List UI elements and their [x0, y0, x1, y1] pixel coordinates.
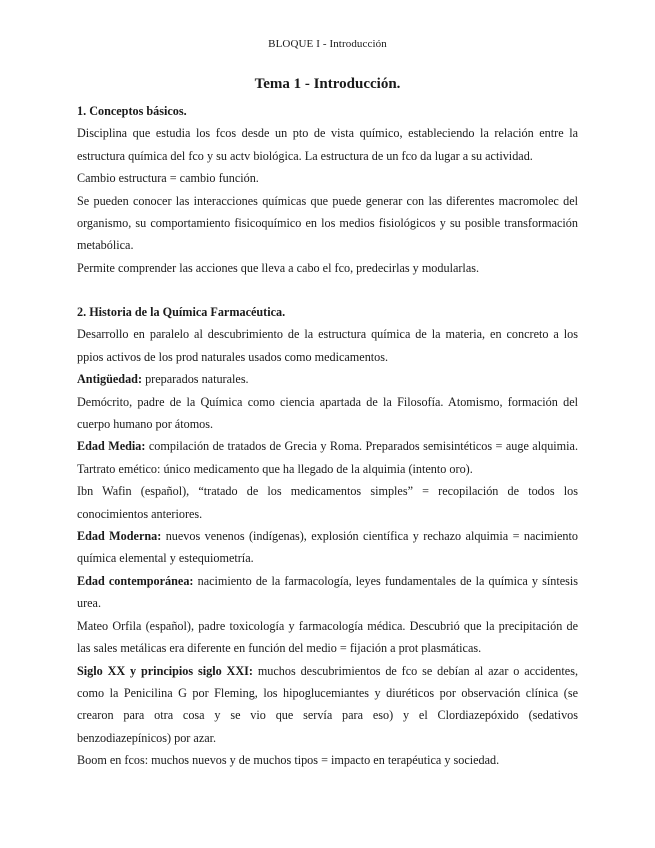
era-text: compilación de tratados de Grecia y Roma. Preparados semisintéticos = auge alquimia. Tartrato emético: único medicamento que ha llegado de la alquimia (intento oro). [77, 439, 579, 476]
paragraph: Boom en fcos: muchos nuevos y de muchos tipos = impacto en terapéutica y sociedad. [77, 753, 500, 768]
era-text: nacimiento de la farmacología, leyes fundamentales de la química y síntesis urea. [77, 573, 578, 611]
era-label: Antigüedad: [77, 372, 143, 387]
paragraph: Se pueden conocer las interacciones químicas que puede generar con las diferentes macromolec del organismo, su comportamiento fisicoquímico en los medios fisiológicos y su posible transformación metabólica. [77, 193, 578, 253]
page-title: Tema 1 - Introducción. [254, 76, 401, 92]
era-label: Edad contemporánea: [77, 573, 194, 588]
section-historia [77, 301, 578, 772]
paragraph: Permite comprender las acciones que lleva a cabo el fco, predecirlas y modularlas. [77, 260, 480, 275]
paragraph-edad-contemporanea [77, 570, 578, 615]
era-label: Edad Moderna: [77, 529, 162, 544]
era-text: preparados naturales. [142, 372, 249, 387]
paragraph: Demócrito, padre de la Química como ciencia apartada de la Filosofía. Atomismo, formación del cuerpo humano por átomos. [77, 394, 578, 432]
paragraph: Cambio estructura = cambio función. [77, 171, 259, 186]
paragraph-siglo-xx [77, 660, 578, 750]
era-label: Edad Media: [77, 439, 146, 454]
section-conceptos-basicos [77, 100, 578, 279]
paragraph: Mateo Orfila (español), padre toxicología y farmacología médica. Descubrió que la precipitación de las sales metálicas era diferente en función del medio = fijación a prot plasmáticas. [77, 618, 578, 656]
section-heading: 1. Conceptos básicos. [77, 104, 187, 118]
paragraph: Ibn Wafin (español), “tratado de los medicamentos simples” = recopilación de todos los conocimientos anteriores. [77, 484, 578, 521]
paragraph: Desarrollo en paralelo al descubrimiento de la estructura química de la materia, en concreto a los ppios activos de los prod naturales usados como medicamentos. [77, 327, 578, 364]
section-heading: 2. Historia de la Química Farmacéutica. [77, 305, 286, 319]
era-text: nuevos venenos (indígenas), explosión científica y rechazo alquimia = nacimiento química elemental y estequiometría. [77, 529, 578, 566]
page-header: BLOQUE I - Introducción [268, 38, 387, 50]
era-text: muchos descubrimientos de fco se debían al azar o accidentes, como la Penicilina G por Fleming, los hipoglucemiantes y diuréticos por observación clínica (se crearon para otra cosa y se vio que servía para eso) y el Clordiazepóxido (sedativos benzodiazepínicos) por azar. [77, 663, 578, 745]
era-label: Siglo XX y principios siglo XXI: [77, 663, 253, 678]
paragraph-edad-moderna [77, 525, 578, 570]
paragraph: Disciplina que estudia los fcos desde un pto de vista químico, estableciendo la relación entre la estructura química del fco y su actv biológica. La estructura de un fco da lugar a su actividad. [77, 126, 578, 163]
paragraph-edad-media [77, 435, 578, 480]
paragraph-antiguedad [77, 368, 578, 390]
